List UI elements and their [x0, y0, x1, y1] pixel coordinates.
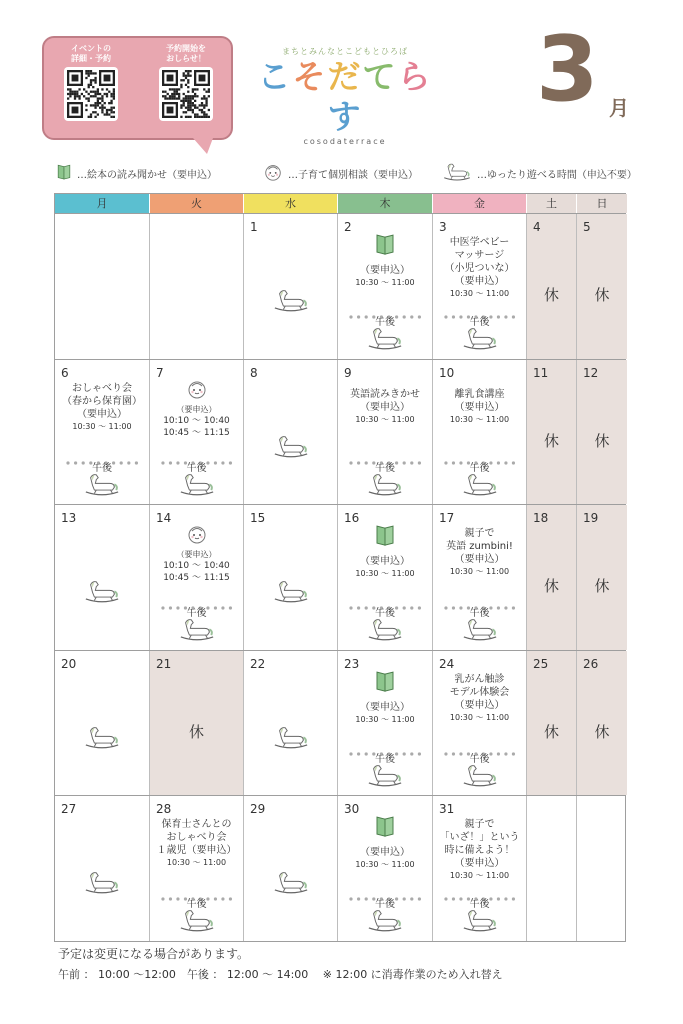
event-line: おしゃべり会	[72, 382, 132, 394]
event-text	[338, 264, 432, 288]
afternoon-label: 午後	[469, 608, 490, 619]
legend-book	[56, 162, 217, 184]
afternoon-label: 午後	[186, 608, 207, 619]
day-cell[interactable]	[433, 360, 527, 505]
event-text	[150, 818, 243, 868]
rocking-horse-icon	[366, 908, 404, 937]
rocking-horse-icon	[83, 579, 121, 608]
rocking-horse-icon	[366, 472, 404, 501]
event-line: （小児ついな）	[444, 263, 515, 274]
event-line: 乳がん触診	[454, 673, 505, 685]
event-text	[433, 818, 526, 881]
logo-romaji: cosodaterrace	[303, 137, 387, 146]
qr-code-reservation[interactable]	[159, 67, 213, 121]
event-time: 10:45 ～ 11:15	[163, 427, 230, 438]
rocking-horse-icon	[178, 472, 216, 501]
divider-dots	[160, 450, 233, 454]
day-number: 13	[61, 511, 77, 525]
day-number: 25	[533, 656, 549, 671]
day-number: 10	[439, 365, 455, 380]
logo-char: す	[327, 97, 363, 136]
day-number: 21	[156, 656, 172, 671]
event-time: 10:30 ～ 11:00	[166, 858, 227, 867]
day-cell[interactable]	[527, 214, 577, 359]
event-line: おしゃべり会	[166, 832, 227, 843]
baby-face-icon	[186, 523, 208, 549]
day-number: 24	[439, 656, 455, 671]
weekday-fri: 金	[433, 194, 527, 213]
logo	[250, 46, 440, 146]
day-cell[interactable]	[577, 796, 627, 941]
rocking-horse-icon	[178, 908, 216, 937]
qr-caption-line2: おしらせ！	[166, 54, 206, 63]
day-number: 31	[439, 802, 455, 816]
day-cell[interactable]	[150, 651, 244, 796]
day-number: 8	[250, 365, 258, 380]
qr-caption-line2: 詳細・予約	[71, 54, 111, 63]
logo-char: こ	[257, 57, 293, 96]
event-line: （要申込）	[454, 699, 505, 711]
calendar	[54, 193, 626, 942]
day-number: 5	[583, 220, 591, 234]
hours-note: 午前 ： 10:00 ～12:00 午後 ： 12:00 ～ 14:00 ※ 12:00 に消毒作業のため入れ替え	[58, 968, 503, 981]
event-line: 保育士さんとの	[161, 819, 232, 830]
event-time: 10:10 ～ 10:40	[163, 415, 230, 426]
event-line: （要申込）	[454, 858, 505, 869]
event-time: 10:30 ～ 11:00	[355, 714, 415, 724]
legend-horse	[442, 162, 637, 184]
event-text	[433, 236, 526, 299]
day-cell[interactable]	[527, 505, 577, 650]
rocking-horse-icon	[83, 725, 121, 754]
baby-face-icon	[263, 162, 288, 185]
event-line: （要申込）	[77, 408, 127, 420]
day-number: 1	[250, 220, 258, 234]
closed-label: 休	[543, 286, 559, 304]
afternoon-label: 午後	[186, 462, 207, 474]
day-number: 26	[583, 656, 599, 671]
event-time: 10:30 ～ 11:00	[449, 567, 510, 576]
day-cell[interactable]	[577, 214, 627, 359]
event-text	[433, 673, 526, 723]
rocking-horse-icon	[272, 579, 310, 608]
logo-char: て	[362, 57, 398, 96]
day-number: 17	[439, 511, 455, 525]
day-number: 11	[533, 365, 549, 380]
rocking-horse-icon	[272, 434, 310, 463]
divider-dots	[160, 886, 233, 890]
closed-label: 休	[594, 577, 610, 595]
week-row	[55, 504, 625, 650]
event-line: （春から保育園）	[62, 395, 142, 407]
qr-code-icon	[67, 70, 115, 118]
day-number: 2	[344, 220, 352, 234]
day-cell[interactable]	[338, 651, 433, 796]
day-cell[interactable]	[527, 651, 577, 796]
divider-dots	[348, 886, 422, 890]
week-row	[55, 795, 625, 941]
qr-bubble	[42, 36, 233, 140]
event-text	[150, 549, 243, 584]
day-number: 27	[61, 802, 77, 816]
day-cell[interactable]	[527, 360, 577, 505]
week-row	[55, 359, 625, 505]
event-time: 10:45 ～ 11:15	[163, 573, 230, 583]
week-row	[55, 213, 625, 359]
day-cell[interactable]	[433, 505, 527, 650]
event-time: 10:30 ～ 11:00	[355, 278, 415, 287]
event-time: 10:30 ～ 11:00	[449, 289, 510, 298]
closed-label: 休	[543, 722, 559, 741]
day-cell[interactable]	[527, 796, 577, 941]
rocking-horse-icon	[272, 288, 310, 317]
day-cell[interactable]	[433, 214, 527, 359]
divider-dots	[443, 304, 516, 308]
event-line: 離乳食講座	[454, 388, 505, 400]
event-text	[433, 527, 526, 577]
event-line: 英語 zumbini!	[446, 541, 513, 552]
event-time: 10:30 ～ 11:00	[449, 712, 510, 722]
event-text	[150, 404, 243, 439]
day-number: 14	[156, 511, 172, 525]
divider-dots	[443, 595, 516, 599]
event-time: 10:30 ～ 11:00	[355, 860, 415, 869]
event-text	[338, 701, 432, 725]
event-time: 10:10 ～ 10:40	[163, 561, 230, 571]
event-time: 10:30 ～ 11:00	[355, 414, 415, 424]
event-line: １歳児（要申込）	[156, 845, 237, 856]
afternoon-label: 午後	[469, 899, 490, 910]
day-number: 23	[344, 656, 360, 671]
month-unit: 月	[609, 96, 629, 120]
day-cell[interactable]	[244, 796, 338, 941]
event-line: （要申込）	[454, 554, 505, 565]
qr-caption-line1: イベントの	[71, 44, 111, 53]
legend-horse-label: …ゆったり遊べる時間（申込不要）	[477, 169, 637, 181]
week-row	[55, 650, 625, 796]
event-line: 「いざ！」という	[439, 832, 520, 843]
afternoon-label: 午後	[375, 899, 395, 910]
event-time: 10:30 ～ 11:00	[449, 871, 510, 880]
rocking-horse-icon	[461, 763, 499, 792]
day-cell[interactable]	[433, 796, 527, 941]
day-cell[interactable]	[55, 505, 150, 650]
logo-char: ら	[397, 57, 433, 96]
day-cell[interactable]	[338, 796, 433, 941]
afternoon-label: 午後	[375, 753, 395, 765]
day-number: 29	[250, 802, 266, 816]
event-line: 中医学ベビー	[449, 237, 510, 248]
afternoon-label: 午後	[375, 608, 395, 619]
day-cell[interactable]	[55, 796, 150, 941]
day-cell[interactable]	[433, 651, 527, 796]
event-text	[433, 388, 526, 425]
day-number: 19	[583, 511, 599, 525]
event-line: （要申込）	[360, 701, 410, 713]
rocking-horse-icon	[461, 908, 499, 937]
day-number: 15	[250, 511, 266, 525]
closed-label: 休	[594, 431, 610, 450]
event-line: 親子で	[464, 528, 495, 539]
day-cell[interactable]	[338, 214, 433, 359]
event-line: マッサージ	[454, 250, 505, 261]
weekday-sat: 土	[527, 194, 577, 213]
weekday-header	[55, 194, 625, 213]
rocking-horse-icon	[366, 763, 404, 792]
day-cell[interactable]	[150, 505, 244, 650]
legend-baby	[263, 162, 418, 184]
book-icon	[374, 523, 396, 551]
calendar-weeks	[55, 213, 625, 941]
rocking-horse-icon	[442, 162, 477, 185]
qr-code-icon	[162, 70, 210, 118]
month-number: 3	[536, 17, 599, 122]
closed-label: 休	[543, 577, 559, 595]
day-cell[interactable]	[55, 360, 150, 505]
divider-dots	[443, 450, 516, 454]
rocking-horse-icon	[461, 472, 499, 501]
logo-wordmark	[250, 57, 440, 137]
schedule-change-note: 予定は変更になる場合があります。	[58, 947, 250, 961]
day-number: 18	[533, 511, 549, 525]
event-line: 英語読みきかせ	[350, 388, 420, 400]
day-cell[interactable]	[150, 214, 244, 359]
divider-dots	[443, 741, 516, 745]
divider-dots	[348, 595, 422, 599]
event-line: （要申込）	[176, 404, 217, 414]
day-number: 12	[583, 365, 599, 380]
logo-tagline: まちとみんなとこどもとひろば	[282, 47, 408, 56]
event-line: （要申込）	[360, 265, 410, 276]
event-line: （要申込）	[360, 556, 410, 567]
day-cell[interactable]	[577, 360, 627, 505]
day-cell[interactable]	[577, 505, 627, 650]
afternoon-label: 午後	[469, 462, 490, 474]
rocking-horse-icon	[366, 617, 404, 646]
event-text	[338, 846, 432, 870]
divider-dots	[443, 886, 516, 890]
event-line: （要申込）	[176, 550, 217, 559]
day-number: 7	[156, 365, 164, 380]
day-cell[interactable]	[244, 360, 338, 505]
qr-code-event[interactable]	[64, 67, 118, 121]
book-icon	[56, 163, 77, 184]
closed-label: 休	[543, 431, 559, 450]
day-cell[interactable]	[244, 214, 338, 359]
rocking-horse-icon	[366, 326, 404, 355]
event-line: 時に備えよう！	[444, 845, 515, 856]
book-icon	[374, 814, 396, 842]
legend-baby-label: …子育て個別相談（要申込）	[288, 169, 418, 181]
weekday-sun: 日	[577, 194, 627, 213]
event-line: （要申込）	[360, 401, 410, 413]
afternoon-label: 午後	[186, 899, 207, 910]
day-number: 9	[344, 365, 352, 380]
divider-dots	[160, 595, 233, 599]
day-number: 6	[61, 365, 69, 380]
event-line: （要申込）	[454, 401, 505, 413]
afternoon-label: 午後	[375, 462, 395, 474]
divider-dots	[65, 450, 139, 454]
weekday-mon: 月	[55, 194, 150, 213]
rocking-horse-icon	[178, 617, 216, 646]
closed-label: 休	[594, 286, 610, 304]
day-number: 22	[250, 656, 266, 671]
legend-book-label: …絵本の読み聞かせ（要申込）	[77, 169, 217, 181]
legend	[56, 162, 676, 184]
event-time: 10:30 ～ 11:00	[449, 414, 510, 424]
day-number: 28	[156, 802, 172, 816]
closed-label: 休	[188, 722, 204, 741]
day-cell[interactable]	[338, 360, 433, 505]
baby-face-icon	[186, 378, 208, 404]
day-cell[interactable]	[244, 505, 338, 650]
rocking-horse-icon	[83, 472, 121, 501]
day-cell[interactable]	[150, 796, 244, 941]
day-number: 4	[533, 220, 541, 234]
event-line: （要申込）	[454, 276, 505, 287]
book-icon	[374, 232, 396, 260]
event-line: モデル体験会	[449, 686, 510, 698]
book-icon	[374, 669, 396, 697]
rocking-horse-icon	[272, 725, 310, 754]
day-number: 20	[61, 656, 77, 671]
closed-label: 休	[594, 722, 610, 741]
rocking-horse-icon	[272, 870, 310, 899]
event-line: 親子で	[464, 819, 495, 830]
qr-block-event	[56, 44, 126, 121]
weekday-wed: 水	[244, 194, 338, 213]
divider-dots	[348, 450, 422, 454]
event-line: （要申込）	[360, 847, 410, 858]
day-number: 3	[439, 220, 447, 234]
event-text	[338, 388, 432, 425]
day-cell[interactable]	[150, 360, 244, 505]
event-text	[55, 382, 149, 432]
logo-char: だ	[327, 57, 363, 96]
afternoon-label: 午後	[469, 753, 490, 765]
rocking-horse-icon	[83, 870, 121, 899]
weekday-thu: 木	[338, 194, 433, 213]
qr-caption-line1: 予約開始を	[166, 44, 206, 53]
qr-block-reservation	[151, 44, 221, 121]
day-number: 16	[344, 511, 360, 525]
logo-char: そ	[292, 57, 328, 96]
weekday-tue: 火	[150, 194, 244, 213]
event-time: 10:30 ～ 11:00	[72, 421, 132, 431]
day-cell[interactable]	[55, 214, 150, 359]
day-cell[interactable]	[244, 651, 338, 796]
day-cell[interactable]	[338, 505, 433, 650]
rocking-horse-icon	[461, 326, 499, 355]
event-time: 10:30 ～ 11:00	[355, 569, 415, 578]
day-cell[interactable]	[577, 651, 627, 796]
divider-dots	[348, 304, 422, 308]
afternoon-label: 午後	[92, 462, 112, 474]
day-number: 30	[344, 802, 360, 816]
divider-dots	[348, 741, 422, 745]
rocking-horse-icon	[461, 617, 499, 646]
event-text	[338, 555, 432, 579]
afternoon-label: 午後	[375, 317, 395, 328]
day-cell[interactable]	[55, 651, 150, 796]
afternoon-label: 午後	[469, 317, 490, 328]
